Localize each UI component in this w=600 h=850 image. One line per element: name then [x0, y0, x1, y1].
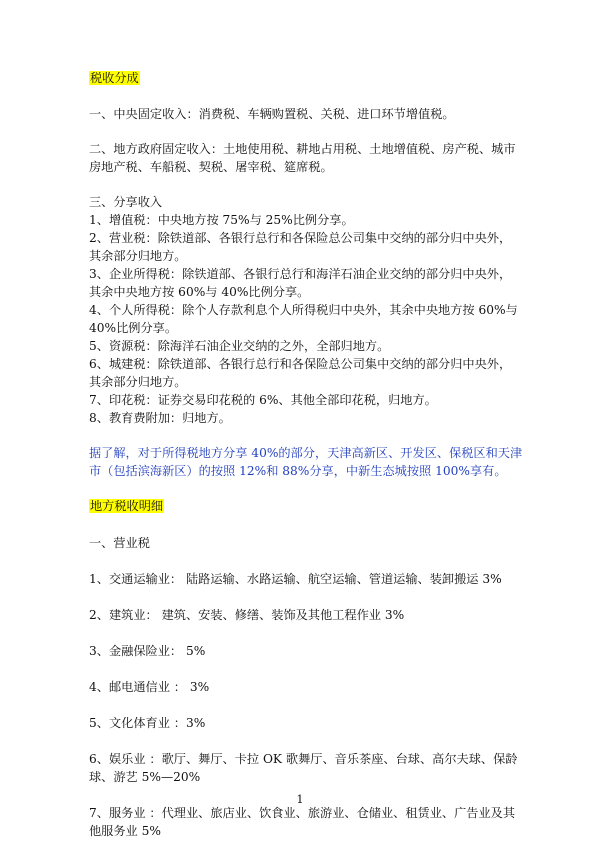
heading-local-tax-details	[89, 498, 164, 515]
shared-item: 4、个人所得税：除个人存款利息个人所得税归中央外，其余中央地方按 60%与	[89, 303, 518, 317]
heading-highlight: 地方税收明细	[90, 499, 164, 513]
page-number: 1	[296, 793, 304, 806]
shared-item: 其余中央地方按 60%与 40%比例分享。	[89, 285, 310, 299]
shared-item: 7、印花税：证券交易印花税的 6%、其他全部印花税，归地方。	[89, 393, 437, 407]
tianjin-note-line-1: 据了解，对于所得税地方分享 40%的部分，天津高新区、开发区、保税区和天津	[89, 446, 523, 460]
shared-item: 6、城建税：除铁道部、各银行总行和各保险总公司集中交纳的部分归中央外，	[89, 357, 512, 371]
central-fixed-revenue: 一、中央固定收入：消费税、车辆购置税、关税、进口环节增值税。	[89, 107, 455, 121]
business-tax-subtitle: 一、营业税	[89, 536, 150, 550]
local-tax-item: 2、建筑业： 建筑、安装、修缮、装饰及其他工程作业 3%	[89, 608, 405, 622]
shared-revenue-title: 三、分享收入	[89, 195, 163, 209]
heading-tax-sharing	[89, 70, 140, 87]
local-tax-item: 3、金融保险业： 5%	[89, 644, 206, 658]
local-tax-item: 6、娱乐业 ：歌厅、舞厅、卡拉 OK 歌舞厅、音乐茶座、台球、高尔夫球、保龄	[89, 752, 518, 766]
local-tax-item: 1、交通运输业： 陆路运输、水路运输、航空运输、管道运输、装卸搬运 3%	[89, 572, 502, 586]
heading-highlight: 税收分成	[90, 71, 139, 85]
shared-item: 8、教育费附加：归地方。	[89, 411, 231, 425]
local-tax-item: 4、邮电通信业 ： 3%	[89, 680, 210, 694]
shared-item: 其余部分归地方。	[89, 249, 187, 263]
local-tax-item: 7、服务业 ：代理业、旅店业、饮食业、旅游业、仓储业、租赁业、广告业及其	[89, 806, 516, 820]
shared-item: 1、增值税：中央地方按 75%与 25%比例分享。	[89, 213, 354, 227]
shared-item: 3、企业所得税：除铁道部、各银行总行和海洋石油企业交纳的部分归中央外，	[89, 267, 512, 281]
shared-item: 2、营业税：除铁道部、各银行总行和各保险总公司集中交纳的部分归中央外，	[89, 231, 512, 245]
tianjin-note-line-2: 市（包括滨海新区）的按照 12%和 88%分享，中新生态城按照 100%享有。	[89, 464, 507, 478]
local-tax-item: 他服务业 5%	[89, 824, 161, 838]
shared-item: 5、资源税：除海洋石油企业交纳的之外，全部归地方。	[89, 339, 390, 353]
shared-item: 40%比例分享。	[89, 321, 178, 335]
local-tax-item: 球、游艺 5%—20%	[89, 770, 201, 784]
local-fixed-revenue-line-1: 二、地方政府固定收入：土地使用税、耕地占用税、土地增值税、房产税、城市	[89, 142, 516, 156]
shared-item: 其余部分归地方。	[89, 375, 187, 389]
local-tax-item: 5、文化体育业 ：3%	[89, 716, 206, 730]
local-fixed-revenue-line-2: 房地产税、车船税、契税、屠宰税、筵席税。	[89, 160, 333, 174]
